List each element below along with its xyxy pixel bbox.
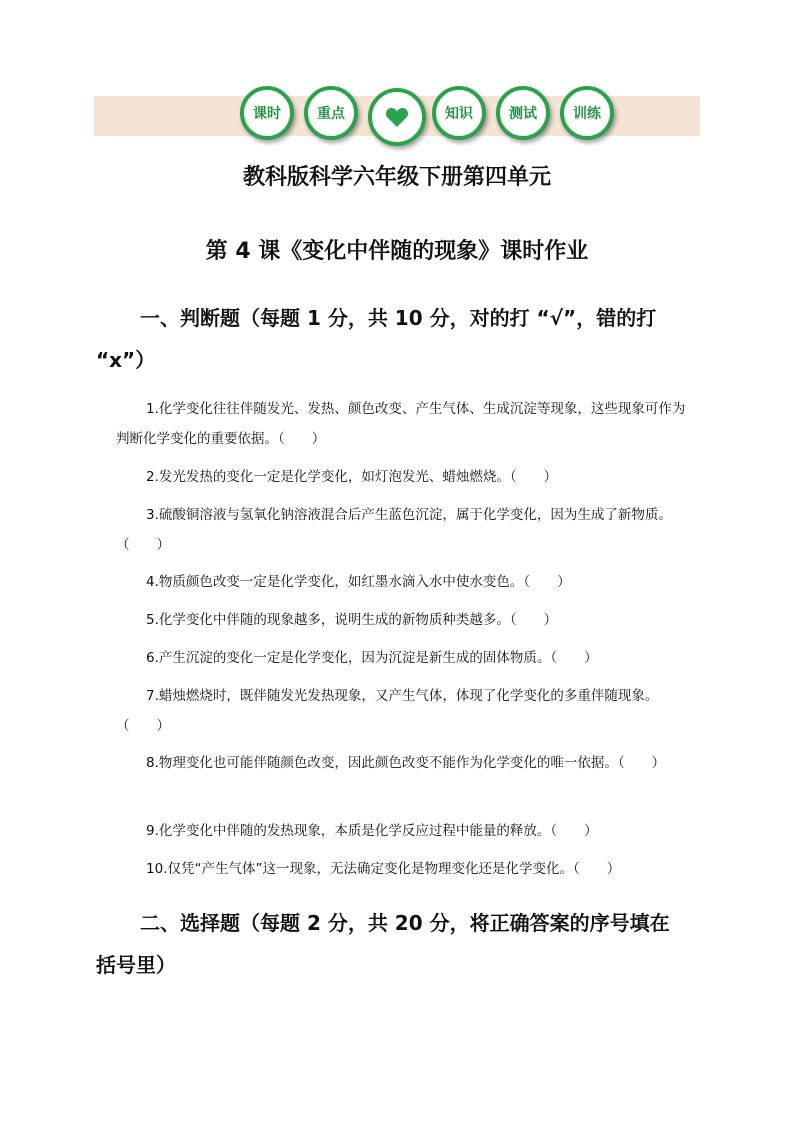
question-4: 4.物质颜色改变一定是化学变化，如红墨水滴入水中使水变色。（ ） — [146, 574, 571, 590]
question-7: 7.蜡烛燃烧时，既伴随发光发热现象，又产生气体，体现了化学变化的多重伴随现象。（ ） — [116, 688, 659, 734]
question-8: 8.物理变化也可能伴随颜色改变，因此颜色改变不能作为化学变化的唯一依据。（ ） — [146, 755, 666, 771]
badge-zhongdian — [304, 86, 358, 140]
question-2: 2.发光发热的变化一定是化学变化，如灯泡发光、蜡烛燃烧。（ ） — [146, 469, 558, 485]
section1-heading-line2: “x”） — [96, 348, 156, 372]
heart-icon — [385, 106, 409, 128]
badge-zhishi — [432, 86, 486, 140]
badge-label: 训练 — [573, 106, 601, 122]
question-10: 10.仅凭“产生气体”这一现象，无法确定变化是物理变化还是化学变化。（ ） — [146, 861, 621, 877]
question-5: 5.化学变化中伴随的现象越多，说明生成的新物质种类越多。（ ） — [146, 612, 558, 628]
section2-heading — [96, 902, 716, 986]
badge-label: 重点 — [317, 106, 345, 122]
question-1: 1.化学变化往往伴随发光、发热、颜色改变、产生气体、生成沉淀等现象，这些现象可作为判断化学变化的重要依据。（ ） — [116, 401, 686, 447]
section1-heading — [96, 297, 716, 381]
lesson-title: 第 4 课《变化中伴随的现象》课时作业 — [205, 239, 589, 264]
badge-xunlian — [560, 86, 614, 140]
badge-label: 课时 — [253, 106, 281, 122]
question-6: 6.产生沉淀的变化一定是化学变化，因为沉淀是新生成的固体物质。（ ） — [146, 650, 598, 666]
section2-heading-line2: 括号里） — [96, 953, 176, 977]
badge-label: 知识 — [445, 106, 473, 122]
question-3: 3.硫酸铜溶液与氢氧化钠溶液混合后产生蓝色沉淀，属于化学变化，因为生成了新物质。（ ） — [116, 507, 672, 553]
section2-heading-line1: 二、选择题（每题 2 分，共 20 分，将正确答案的序号填在 — [140, 911, 670, 935]
badge-keshi — [240, 86, 294, 140]
badge-ceshi — [496, 86, 550, 140]
question-9: 9.化学变化中伴随的发热现象，本质是化学反应过程中能量的释放。（ ） — [146, 823, 598, 839]
badge-label: 测试 — [509, 106, 537, 122]
document-title: 教科版科学六年级下册第四单元 — [242, 165, 551, 190]
badge-heart — [368, 88, 426, 146]
section1-heading-line1: 一、判断题（每题 1 分，共 10 分，对的打 “√”，错的打 — [140, 306, 657, 330]
